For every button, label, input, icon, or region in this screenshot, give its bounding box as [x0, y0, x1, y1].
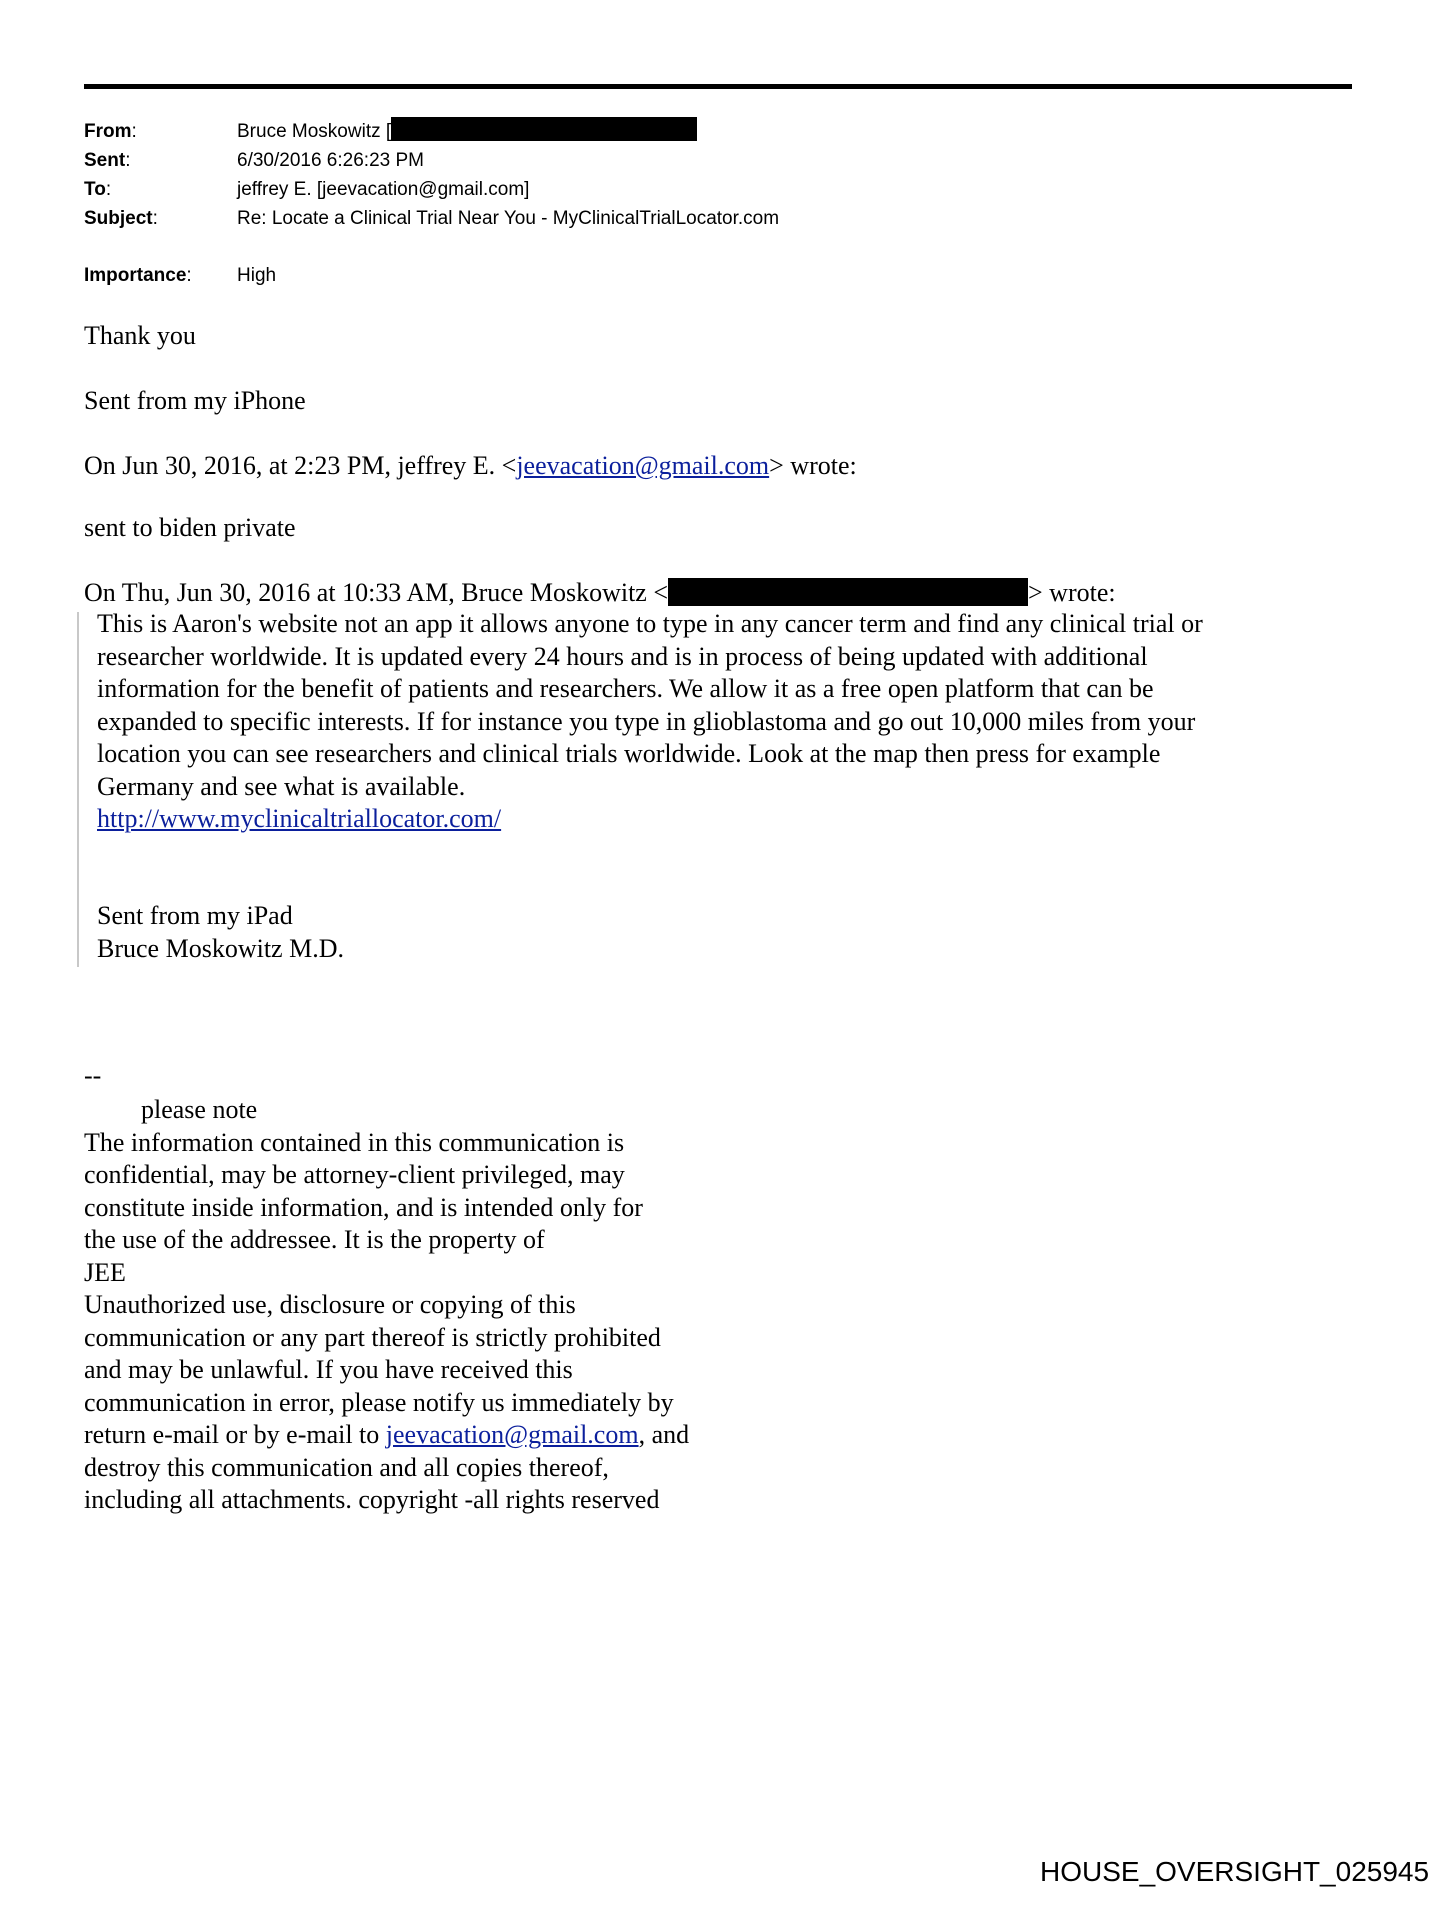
from-value: Bruce Moskowitz [ [237, 117, 697, 146]
quote-line: researcher worldwide. It is updated every 24 hours and is in process of being updated with additional [97, 641, 1148, 671]
reply-email-link[interactable]: jeevacation@gmail.com [516, 451, 770, 480]
importance-value: High [237, 265, 277, 286]
quote-signature-device: Sent from my iPad [97, 901, 293, 930]
quote-signature-name: Bruce Moskowitz M.D. [97, 933, 344, 963]
disclaimer-line: destroy this communication and all copies thereof, [84, 1452, 609, 1482]
disclaimer-notify-line: return e-mail or by e-mail to jeevacation@gmail.com, and [84, 1420, 690, 1449]
disclaimer-line: Unauthorized use, disclosure or copying of this [84, 1290, 576, 1319]
reply-text: sent to biden private [84, 513, 296, 542]
redaction-box [668, 578, 1028, 606]
disclaimer-line: communication or any part thereof is strictly prohibited [84, 1322, 661, 1352]
website-link[interactable]: http://www.myclinicaltriallocator.com/ [97, 804, 502, 833]
disclaimer-line: confidential, may be attorney-client privileged, may [84, 1160, 625, 1189]
disclaimer-line: and may be unlawful. If you have received this [84, 1355, 573, 1384]
body-sent-from-iphone: Sent from my iPhone [84, 386, 306, 415]
quote-line: Germany and see what is available. [97, 771, 466, 801]
sent-value: 6/30/2016 6:26:23 PM [237, 150, 424, 171]
please-note: please note [141, 1095, 258, 1124]
reply-intro: On Jun 30, 2016, at 2:23 PM, jeffrey E. <jeevacation@gmail.com> wrote: [84, 451, 857, 480]
disclaimer-line: The information contained in this communication is [84, 1127, 625, 1157]
sent-label: Sent: [84, 150, 131, 171]
quote-line: information for the benefit of patients and researchers. We allow it as a free open platform that can be [97, 674, 1154, 703]
quote-intro: On Thu, Jun 30, 2016 at 10:33 AM, Bruce Moskowitz < > wrote: [84, 578, 1116, 607]
to-label: To: [84, 179, 112, 200]
subject-value: Re: Locate a Clinical Trial Near You - MyClinicalTrialLocator.com [237, 208, 780, 229]
importance-label: Importance: [84, 265, 192, 286]
bates-stamp: HOUSE_OVERSIGHT_025945 [1040, 1856, 1430, 1887]
redaction-box [391, 117, 697, 141]
body-thank-you: Thank you [84, 321, 196, 350]
quote-line: expanded to specific interests. If for instance you type in glioblastoma and go out 10,000 miles from your [97, 706, 1196, 736]
quote-link-row [97, 803, 501, 836]
disclaimer-line: including all attachments. copyright -all rights reserved [84, 1485, 660, 1514]
disclaimer-email-link[interactable]: jeevacation@gmail.com [385, 1420, 639, 1449]
from-label: From: [84, 121, 137, 142]
disclaimer-line: JEE [84, 1257, 126, 1287]
quote-line: This is Aaron's website not an app it allows anyone to type in any cancer term and find any clinical trial or [97, 609, 1203, 638]
disclaimer-line: communication in error, please notify us immediately by [84, 1387, 674, 1417]
subject-label: Subject: [84, 208, 158, 229]
disclaimer-line: the use of the addressee. It is the property of [84, 1225, 545, 1254]
signature-separator: -- [84, 1061, 102, 1090]
header-rule [84, 84, 1352, 89]
disclaimer-line: constitute inside information, and is intended only for [84, 1192, 643, 1222]
quoted-message [77, 609, 1379, 967]
to-value: jeffrey E. [jeevacation@gmail.com] [237, 179, 530, 200]
quote-line: location you can see researchers and clinical trials worldwide. Look at the map then press for example [97, 739, 1161, 768]
